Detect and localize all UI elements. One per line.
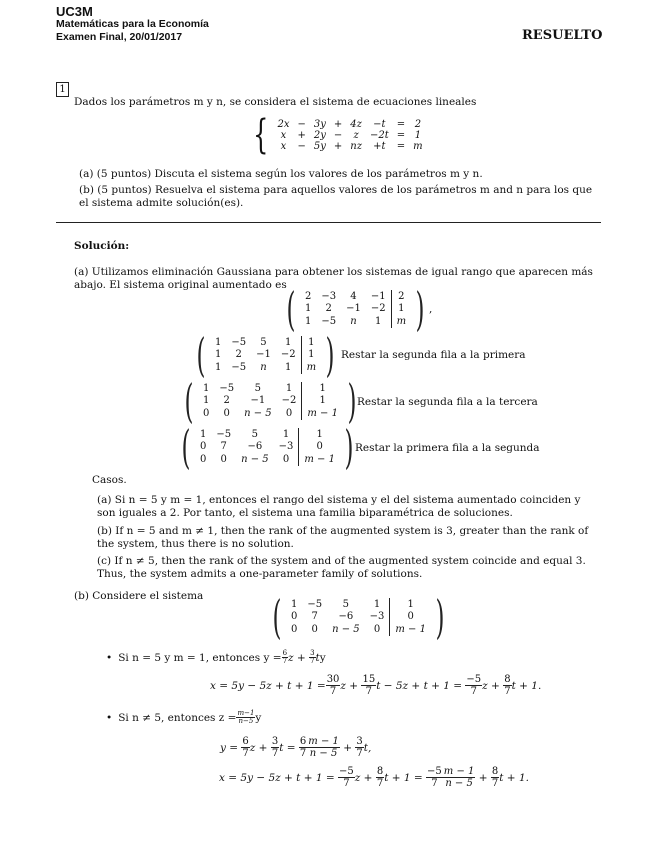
matrix-cell: 5 <box>260 336 267 348</box>
matrix-cell: 1 <box>214 336 222 348</box>
system-cell: 3y <box>313 118 326 130</box>
matrix-cell: 7 <box>311 611 318 623</box>
system-row <box>273 141 426 152</box>
course-title: Matemáticas para la Economía <box>56 18 209 30</box>
system-cell: + <box>333 118 343 130</box>
equation-x-case2: x = 5y − 5z + t + 1 = $\frac{-5}{7}$ z + $\frac{8}{7}$ t + 1 = $\frac{-5}{7}$ $\frac{m - 1}{n - 5}$ + $\frac{8}{7}$ t + 1. <box>219 766 529 789</box>
matrix-cell: 1 <box>290 598 298 610</box>
system-cell: −2t <box>369 129 389 141</box>
matrix-cell: −6 <box>338 611 354 623</box>
matrix-cell: 1 <box>301 349 321 362</box>
matrix-cell: 1 <box>285 336 292 348</box>
matrix-cell: −2 <box>280 349 296 361</box>
matrix-cell: 1 <box>302 395 343 408</box>
matrix-row <box>198 407 343 420</box>
system-cell: 2 <box>414 118 422 130</box>
system-cell: x <box>280 129 287 141</box>
matrix-cell: 0 <box>390 611 431 624</box>
matrix-cell: 5 <box>251 428 259 440</box>
matrix-cell: 0 <box>290 624 298 636</box>
matrix-cell: n <box>260 362 267 374</box>
matrix-cell: −5 <box>307 598 323 610</box>
matrix-row <box>286 623 431 636</box>
equation-y-case2: y = $\frac{6}{7}$ z + $\frac{3}{7}$ t = $\frac{6}{7}$ $\frac{m - 1}{n - 5}$ + $\frac{3}{7}$ t, <box>220 736 372 759</box>
divider <box>56 222 601 223</box>
matrix-row <box>195 428 340 441</box>
case-a: (a) Si n = 5 y m = 1, entonces el rango del sistema y el del sistema aumentado coinciden y son iguales a 2. Por tanto, el sistema una familia biparamétrica de soluciones. <box>97 494 581 519</box>
matrix-cell: 0 <box>285 408 293 420</box>
matrix-b: ( 1 −5 5 1 1 0 7 −6 −3 0 0 0 n − 5 0 m − 1 ) <box>272 590 445 644</box>
matrix-cell: −5 <box>231 362 247 374</box>
step3-note: Restar la primera fila a la segunda <box>355 442 540 454</box>
matrix-cell: 1 <box>214 349 222 361</box>
matrix-cell: 1 <box>302 382 343 395</box>
matrix-cell: 7 <box>220 441 227 453</box>
matrix-original: ( 2 −3 4 −1 2 1 2 −1 −2 1 1 −5 n 1 m ) , <box>286 282 433 336</box>
system-cell: 5y <box>313 140 326 152</box>
bullet-case-1: • Si n = 5 y m = 1, entonces y = $\frac{6}{7}$ z + $\frac{3}{7}$ t y <box>106 649 326 665</box>
system-cell: + <box>333 140 343 152</box>
system-cell: z <box>353 129 359 141</box>
system-cell: 1 <box>414 129 422 141</box>
matrix-cell: −3 <box>321 290 337 302</box>
matrix-cell: 2 <box>391 290 411 303</box>
bullet-dot: • <box>106 651 113 664</box>
system-cell: − <box>297 140 306 152</box>
matrix-cell: 5 <box>342 598 350 610</box>
university-name: UC3M <box>56 4 93 19</box>
matrix-cell: m <box>391 315 411 328</box>
matrix-table <box>210 336 321 374</box>
matrix-cell: −5 <box>219 382 235 394</box>
matrix-cell: 1 <box>285 382 293 394</box>
matrix-cell: 1 <box>373 598 381 610</box>
matrix-cell: m − 1 <box>390 623 431 636</box>
system-cell: + <box>297 129 306 141</box>
matrix-table <box>300 290 411 328</box>
matrix-cell: −2 <box>281 395 297 407</box>
matrix-cell: −5 <box>216 428 232 440</box>
matrix-cell: −1 <box>250 395 266 407</box>
matrix-cell: 0 <box>311 624 318 636</box>
matrix-row <box>300 303 411 316</box>
left-brace: { <box>253 112 269 158</box>
matrix-row <box>286 611 431 624</box>
bullet-case-2: • Si n ≠ 5, entonces z = $\frac{m-1}{n-5}$ y <box>106 709 262 725</box>
matrix-cell: 4 <box>350 290 357 302</box>
matrix-step2: ( 1 −5 5 1 1 1 2 −1 −2 1 0 0 n − 5 0 m − 1 ) <box>184 374 357 428</box>
status-label: RESUELTO <box>522 28 603 43</box>
matrix-table <box>195 428 340 466</box>
matrix-cell: 0 <box>199 454 207 466</box>
system-cell: −t <box>373 118 386 130</box>
matrix-cell: n − 5 <box>244 408 272 420</box>
matrix-table <box>198 382 343 420</box>
matrix-cell: 1 <box>390 598 431 611</box>
step2-note: Restar la segunda fila a la tercera <box>357 396 538 408</box>
bullet2-text: Si n ≠ 5, entonces z = <box>118 711 237 724</box>
problem-number: 1 <box>56 82 69 97</box>
matrix-cell: 0 <box>199 441 207 453</box>
matrix-cell: −3 <box>278 441 294 453</box>
matrix-cell: 2 <box>325 303 332 315</box>
matrix-cell: 0 <box>202 408 210 420</box>
matrix-row <box>198 395 343 408</box>
matrix-row <box>198 382 343 395</box>
matrix-cell: 1 <box>285 362 292 374</box>
matrix-row <box>195 441 340 454</box>
matrix-cell: 5 <box>254 382 262 394</box>
matrix-cell: m <box>301 361 321 374</box>
system-cell: = <box>396 118 406 130</box>
matrix-row <box>210 361 321 374</box>
step1-note: Restar la segunda fila a la primera <box>341 349 526 361</box>
system-cell: 2x <box>277 118 290 130</box>
matrix-cell: 2 <box>304 290 312 302</box>
matrix-cell: 1 <box>375 316 382 328</box>
matrix-cell: 2 <box>223 395 230 407</box>
matrix-row <box>195 453 340 466</box>
case-c: (c) If n ≠ 5, then the rank of the system and of the augmented system coincide and equal 3. Thus, the system admits a one-parameter family of solutions. <box>97 555 586 580</box>
system-row <box>273 130 426 141</box>
system-cell: 2y <box>313 129 326 141</box>
matrix-cell: 0 <box>290 611 298 623</box>
matrix-cell: 0 <box>299 441 340 454</box>
system-cell: = <box>396 140 406 152</box>
bullet-dot: • <box>106 711 113 724</box>
equation-x-case1: x = 5y − 5z + t + 1 = $\frac{30}{7}$ z + $\frac{15}{7}$ t − 5z + t + 1 = $\frac{-5}{7}$ z + $\frac{8}{7}$ t + 1. <box>210 674 542 697</box>
matrix-cell: n − 5 <box>332 624 360 636</box>
matrix-row <box>286 598 431 611</box>
system-cell: nz <box>350 140 362 152</box>
matrix-cell: 2 <box>235 349 242 361</box>
solution-b-intro: (b) Considere el sistema <box>74 590 204 602</box>
matrix-cell: −1 <box>256 349 271 361</box>
matrix-cell: 1 <box>391 303 411 316</box>
matrix-table <box>286 598 431 636</box>
matrix-row <box>300 290 411 303</box>
matrix-cell: −3 <box>369 611 385 623</box>
matrix-cell: 0 <box>373 624 381 636</box>
system-table <box>273 119 426 152</box>
equation-system <box>248 112 427 158</box>
system-cell: = <box>396 129 406 141</box>
cases-label: Casos. <box>92 474 127 486</box>
matrix-cell: 1 <box>202 382 210 394</box>
matrix-row <box>210 349 321 362</box>
solution-heading: Solución: <box>74 240 130 252</box>
case-b: (b) If n = 5 and m ≠ 1, then the rank of the augmented system is 3, greater than the rank of the system, thus there is no solution. <box>97 525 589 550</box>
matrix-cell: −5 <box>321 316 337 328</box>
system-row <box>273 119 426 130</box>
solution-a-intro: (a) Utilizamos eliminación Gaussiana para obtener los sistemas de igual rango que aparecen más abajo. El sistema original aumentado es <box>74 266 593 291</box>
part-a: (a) (5 puntos) Discuta el sistema según los valores de los parámetros m y n. <box>79 168 483 180</box>
matrix-cell: 1 <box>304 303 312 315</box>
system-cell: 4z <box>350 118 362 130</box>
matrix-cell: m − 1 <box>302 407 343 420</box>
matrix-cell: 1 <box>304 316 312 328</box>
matrix-cell: −5 <box>231 336 247 348</box>
matrix-cell: 0 <box>220 454 227 466</box>
matrix-cell: −2 <box>370 303 386 315</box>
system-cell: − <box>333 129 343 141</box>
matrix-cell: −1 <box>370 290 386 302</box>
matrix-cell: 1 <box>282 428 290 440</box>
matrix-step1: ( 1 −5 5 1 1 1 2 −1 −2 1 1 −5 n 1 m ) <box>196 328 335 382</box>
system-cell: x <box>280 140 287 152</box>
matrix-cell: 1 <box>301 336 321 349</box>
system-cell: − <box>297 118 306 130</box>
matrix-cell: 1 <box>299 428 340 441</box>
matrix-cell: 1 <box>202 395 210 407</box>
matrix-cell: m − 1 <box>299 453 340 466</box>
matrix-cell: n − 5 <box>241 454 269 466</box>
matrix-row <box>300 315 411 328</box>
matrix-cell: 0 <box>282 454 290 466</box>
matrix-cell: 1 <box>214 362 222 374</box>
matrix-cell: −1 <box>346 303 361 315</box>
system-cell: m <box>413 140 423 152</box>
bullet1-text: Si n = 5 y m = 1, entonces y = <box>118 651 282 664</box>
matrix-row <box>210 336 321 349</box>
problem-intro: Dados los parámetros m y n, se considera el sistema de ecuaciones lineales <box>74 96 477 108</box>
matrix-cell: n <box>350 316 357 328</box>
part-b: (b) (5 puntos) Resuelva el sistema para aquellos valores de los parámetros m and n para los que el sistema admite solución(es). <box>79 184 593 209</box>
matrix-cell: −6 <box>247 441 263 453</box>
exam-date: Examen Final, 20/01/2017 <box>56 31 183 43</box>
matrix-cell: 0 <box>223 408 230 420</box>
matrix-step3: ( 1 −5 5 1 1 0 7 −6 −3 0 0 0 n − 5 0 m − 1 ) <box>181 420 354 474</box>
matrix-cell: 1 <box>199 428 207 440</box>
system-cell: +t <box>373 140 386 152</box>
